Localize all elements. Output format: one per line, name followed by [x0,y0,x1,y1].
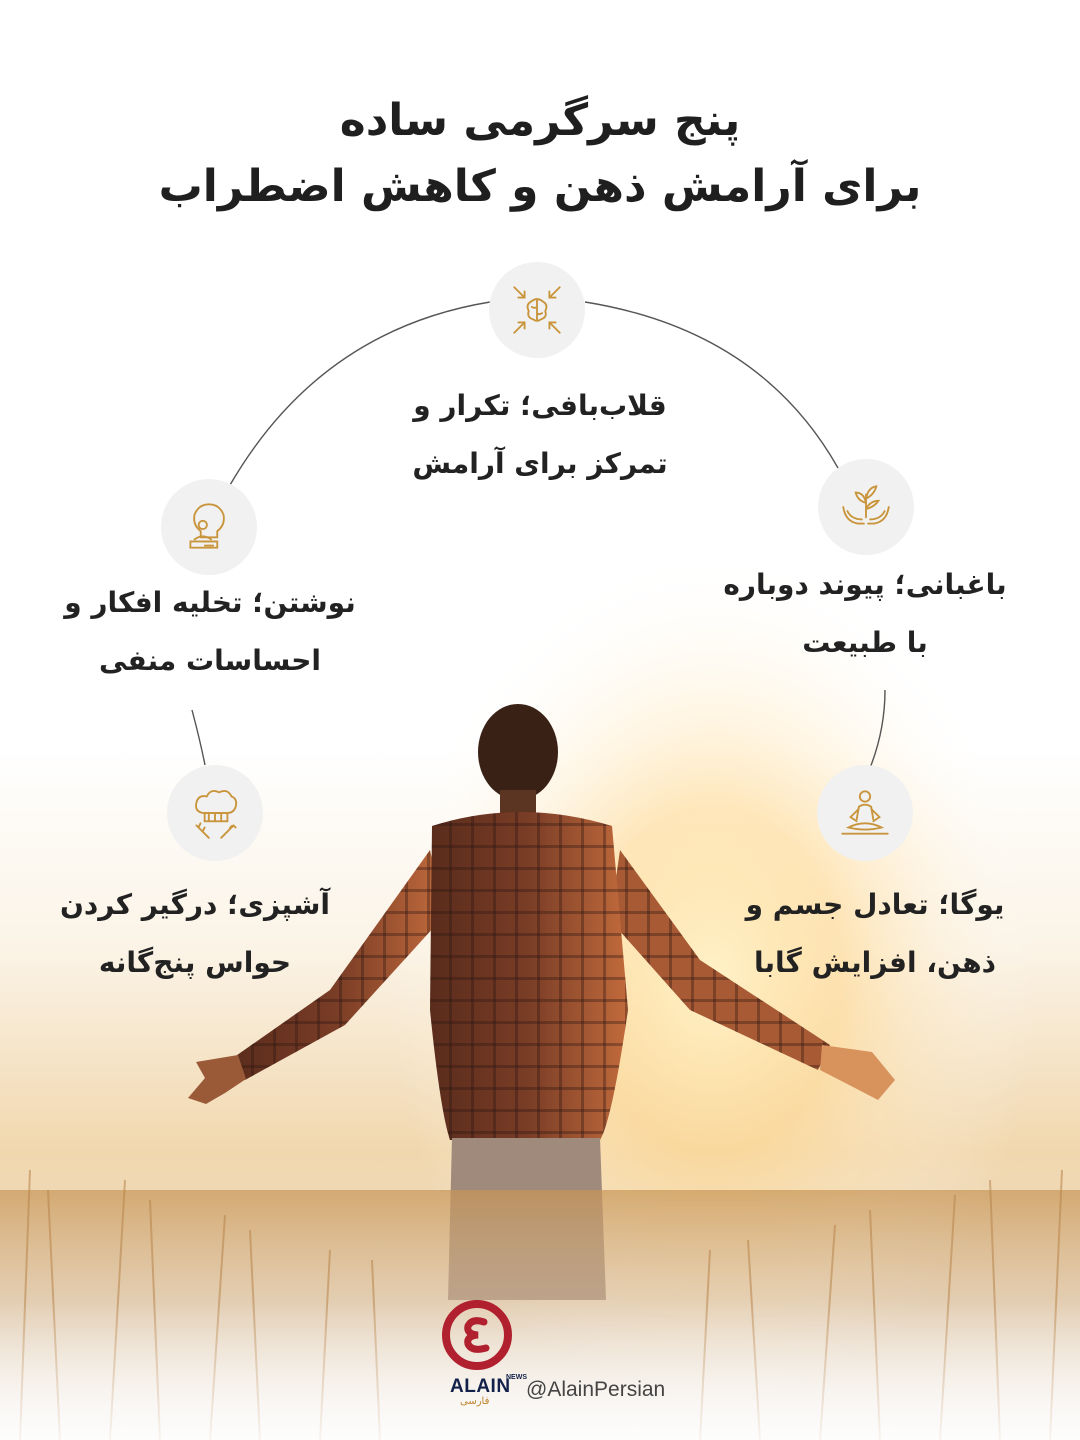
item-3-line-2: ذهن، افزایش گابا [754,946,996,979]
item-4-line-1: آشپزی؛ درگیر کردن [60,888,330,921]
chef-hat-icon [184,782,246,844]
lightbulb-writing-icon [178,496,240,558]
alain-logo-icon [442,1300,512,1370]
plant-in-hands-icon [835,476,897,538]
item-2-badge [818,459,914,555]
title-line-2: برای آرامش ذهن و کاهش اضطراب [158,161,922,212]
logo-news: NEWS [506,1374,527,1381]
item-2-line-2: با طبیعت [802,626,928,659]
item-4-badge [167,765,263,861]
item-1-badge [489,262,585,358]
item-1-line-2: تمرکز برای آرامش [412,447,668,480]
logo-subtitle: فارسی [460,1396,490,1407]
item-5-line-2: احساسات منفی [99,644,321,677]
item-2-line-1: باغبانی؛ پیوند دوباره [723,568,1007,601]
item-5-line-1: نوشتن؛ تخلیه افکار و [64,586,356,619]
logo-text: ALAIN [450,1376,511,1397]
meditation-icon [834,782,896,844]
item-2-label [700,556,1030,672]
social-handle[interactable]: @AlainPersian [526,1378,666,1401]
item-3-line-1: یوگا؛ تعادل جسم و [745,888,1005,921]
item-4-label [40,876,350,992]
item-3-badge [817,765,913,861]
item-5-badge [161,479,257,575]
brain-focus-icon [506,279,568,341]
brand-footer [440,1300,700,1410]
item-5-label [45,574,375,690]
item-1-line-1: قلاب‌بافی؛ تکرار و [413,389,667,422]
title-line-1: پنج سرگرمی ساده [339,95,741,146]
item-4-line-2: حواس پنج‌گانه [98,946,292,979]
item-1-label [380,377,700,493]
item-3-label [730,876,1020,992]
